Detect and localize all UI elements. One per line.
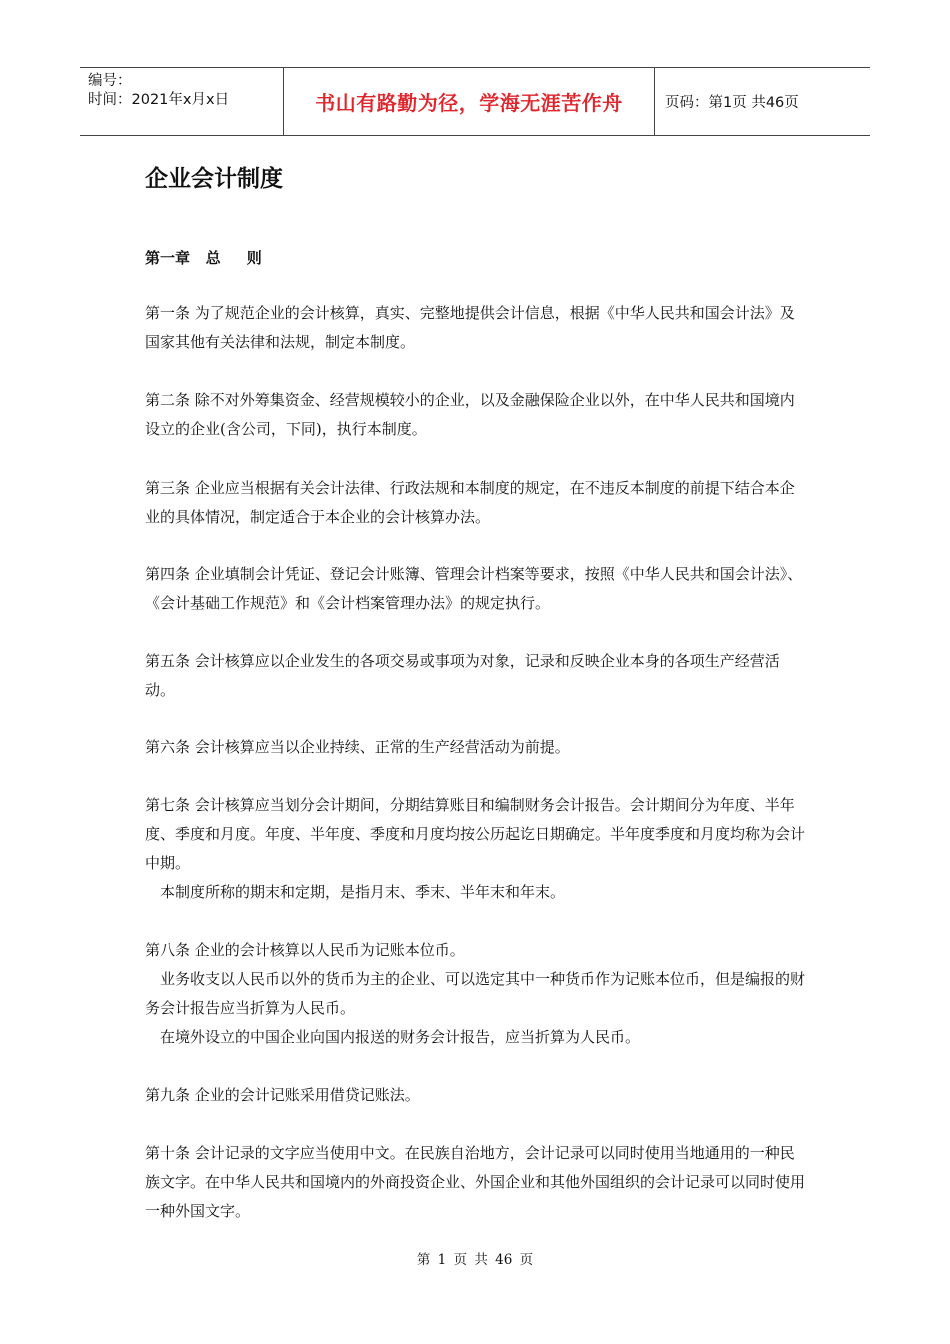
header-motto: 书山有路勤为径，学海无涯苦作舟	[283, 68, 655, 135]
article-paragraph: 第八条 企业的会计核算以人民币为记账本位币。	[145, 941, 465, 959]
article-paragraph: 业务收支以人民币以外的货币为主的企业、可以选定其中一种货币作为记账本位币，但是编报的财务会计报告应当折算为人民币。	[145, 970, 806, 1017]
document-number-label: 编号：	[88, 73, 132, 89]
article-paragraph: 第三条 企业应当根据有关会计法律、行政法规和本制度的规定，在不违反本制度的前提下结合本企业的具体情况，制定适合于本企业的会计核算办法。	[145, 479, 795, 526]
page-header	[80, 67, 870, 136]
article-paragraph: 第五条 会计核算应以企业发生的各项交易或事项为对象，记录和反映企业本身的各项生产经营活动。	[145, 652, 780, 699]
document-time-label: 时间：2021年x月x日	[88, 92, 230, 108]
article-paragraph: 第七条 会计核算应当划分会计期间，分期结算账目和编制财务会计报告。会计期间分为年度、半年度、季度和月度。年度、半年度、季度和月度均按公历起讫日期确定。半年度季度和月度均称为会计中期。	[145, 796, 806, 872]
article-8	[145, 936, 809, 1052]
chapter-heading: 第一章 总 则	[145, 249, 262, 267]
header-page-label: 页码：第1页 共46页	[665, 95, 799, 111]
article-paragraph: 第二条 除不对外筹集资金、经营规模较小的企业，以及金融保险企业以外，在中华人民共和国境内设立的企业(含公司，下同)，执行本制度。	[145, 391, 795, 438]
page-footer: 第 1 页 共 46 页	[416, 1252, 534, 1268]
article-3	[145, 474, 809, 532]
article-6	[145, 733, 809, 762]
article-paragraph: 本制度所称的期末和定期，是指月末、季末、半年末和年末。	[160, 883, 566, 901]
article-10	[145, 1139, 809, 1226]
article-7	[145, 791, 809, 907]
article-paragraph: 第十条 会计记录的文字应当使用中文。在民族自治地方，会计记录可以同时使用当地通用的一种民族文字。在中华人民共和国境内的外商投资企业、外国企业和其他外国组织的会计记录可以同时使用一种外国文字。	[145, 1144, 806, 1220]
article-paragraph: 在境外设立的中国企业向国内报送的财务会计报告，应当折算为人民币。	[160, 1028, 641, 1046]
article-1	[145, 299, 809, 357]
document-title: 企业会计制度	[145, 166, 283, 192]
article-2	[145, 386, 809, 444]
article-paragraph: 第四条 企业填制会计凭证、登记会计账簿、管理会计档案等要求，按照《中华人民共和国会计法》、《会计基础工作规范》和《会计档案管理办法》的规定执行。	[145, 565, 803, 612]
article-9	[145, 1081, 809, 1110]
article-4	[145, 560, 809, 618]
article-paragraph: 第六条 会计核算应当以企业持续、正常的生产经营活动为前提。	[145, 738, 570, 756]
article-paragraph: 第九条 企业的会计记账采用借贷记账法。	[145, 1086, 420, 1104]
article-5	[145, 647, 809, 705]
article-paragraph: 第一条 为了规范企业的会计核算，真实、完整地提供会计信息，根据《中华人民共和国会计法》及国家其他有关法律和法规，制定本制度。	[145, 304, 795, 351]
header-meta	[80, 68, 283, 135]
